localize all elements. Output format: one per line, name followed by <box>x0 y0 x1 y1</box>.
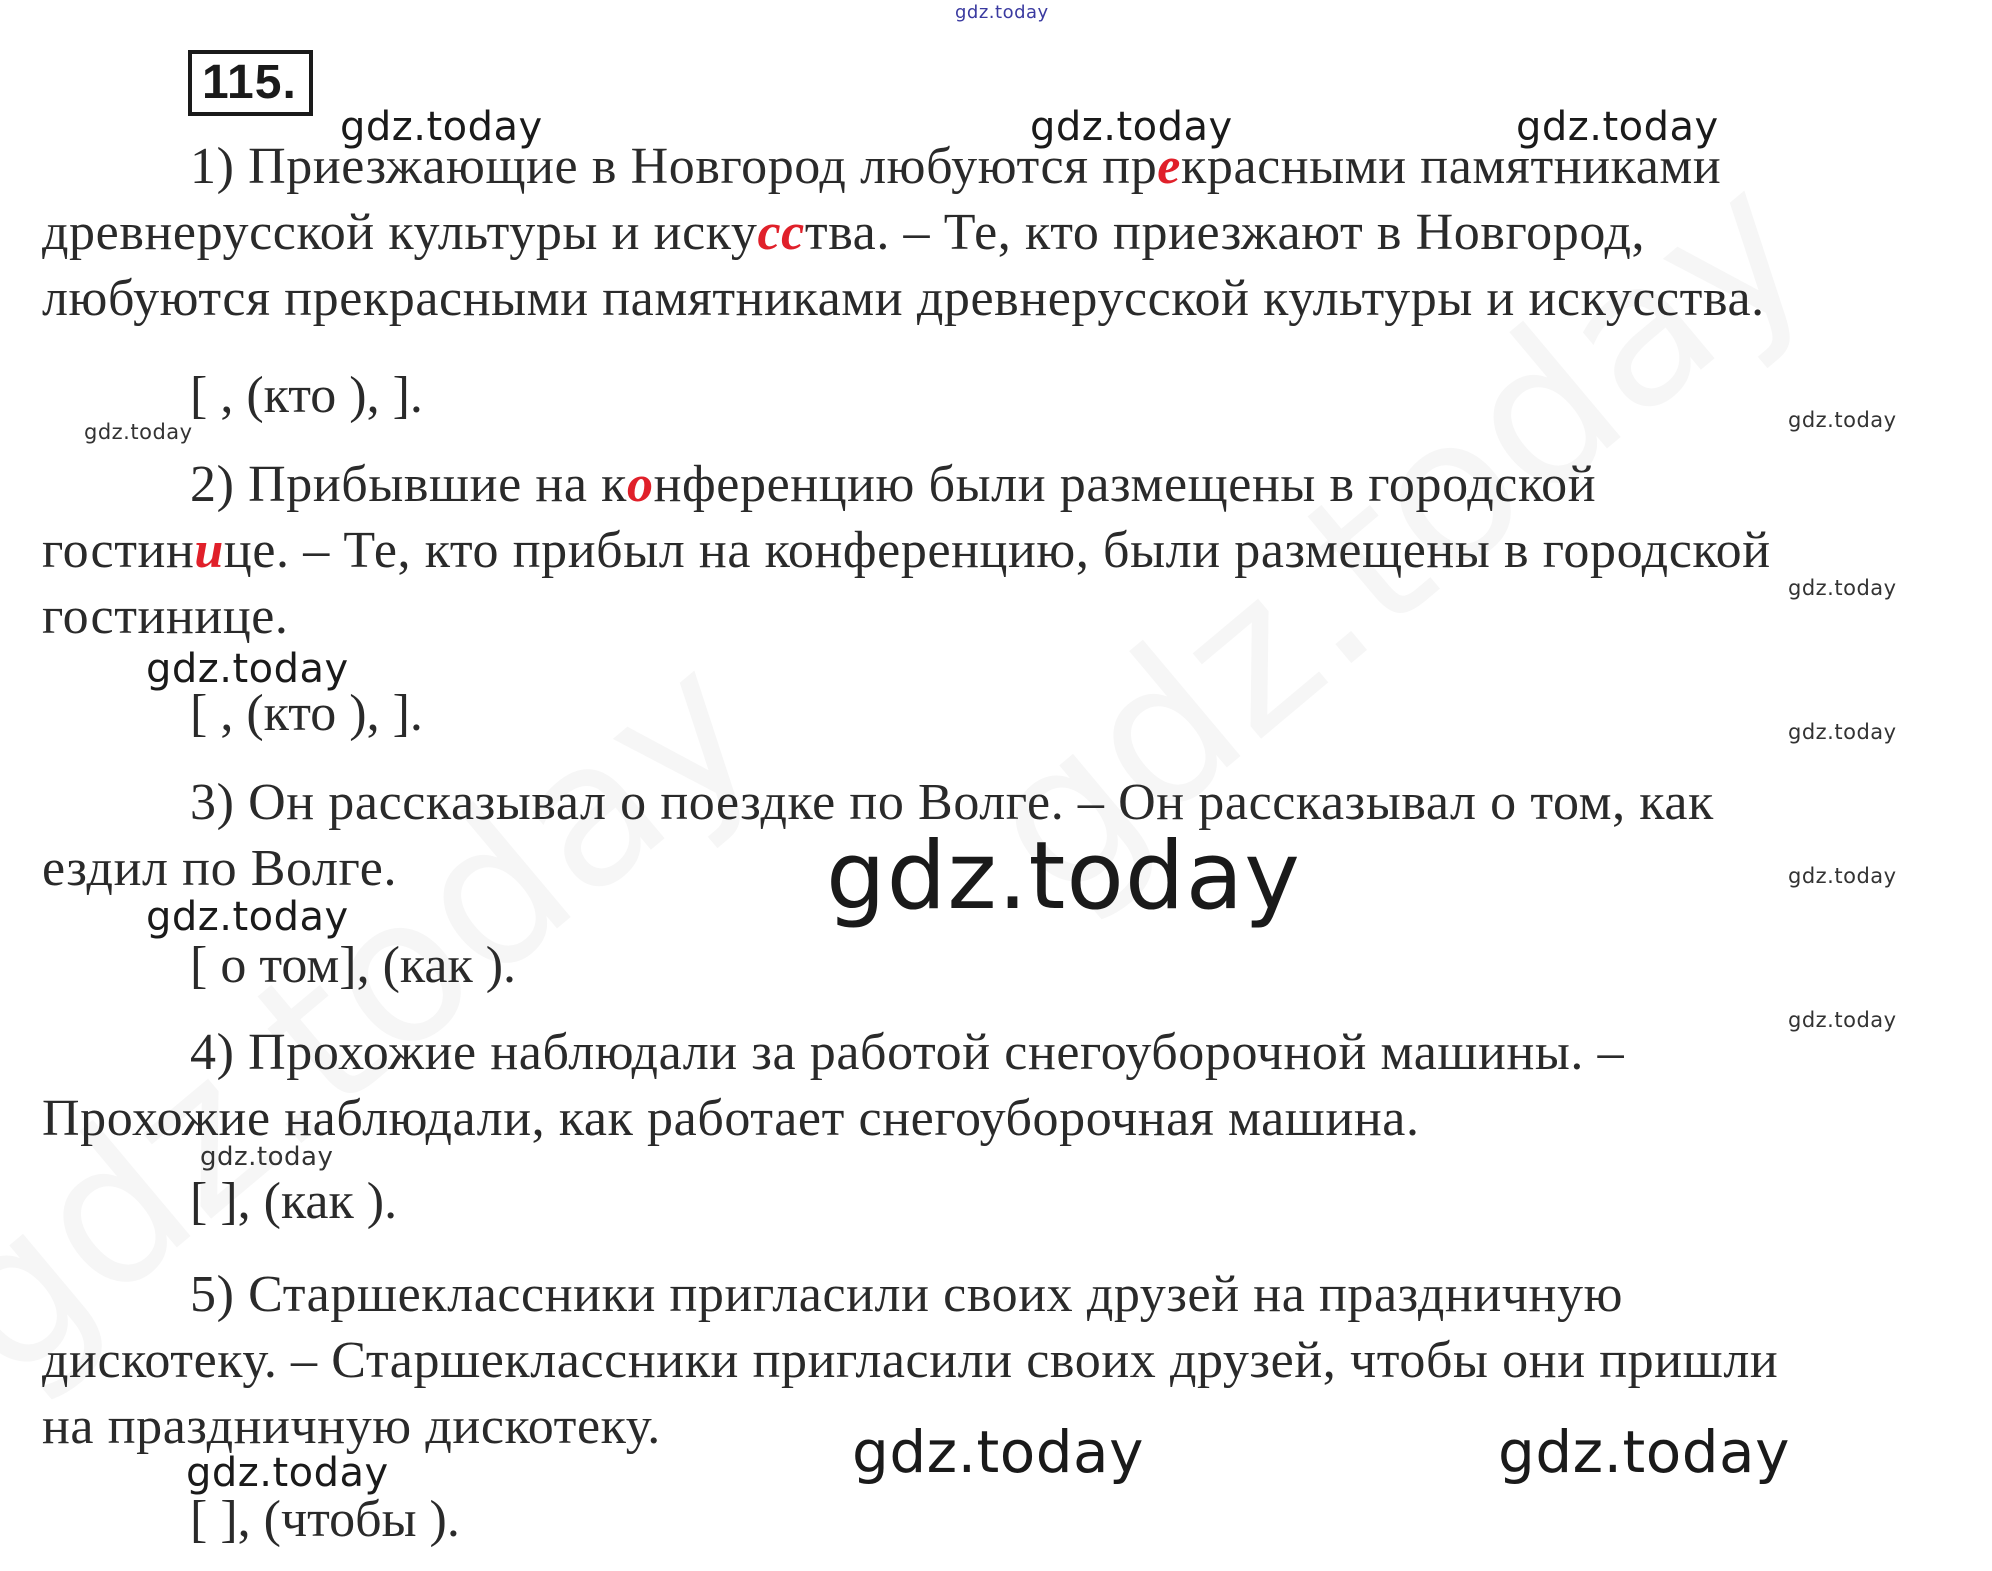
watermark: gdz.today <box>1788 576 1897 600</box>
text-line: дискотеку. – Старшеклассники пригласили своих друзей, чтобы они пришли <box>42 1332 1779 1389</box>
text-line: Прохожие наблюдали, как работает снегоуборочная машина. <box>42 1090 1420 1147</box>
watermark: gdz.today <box>1030 104 1233 150</box>
text-line: древнерусской культуры и искусства. – Те, кто приезжают в Новгород, <box>42 204 1646 261</box>
sentence-scheme-1: [ , (кто ), ]. <box>190 367 423 424</box>
sentence-scheme-5: [ ], (чтобы ). <box>190 1491 460 1548</box>
watermark: gdz.today <box>186 1450 389 1496</box>
watermark: gdz.today <box>1788 864 1897 888</box>
highlighted-letter: е <box>1157 138 1181 195</box>
watermark: gdz.today <box>1788 408 1897 432</box>
text-line: гостинице. <box>42 588 289 645</box>
watermark: gdz.today <box>146 894 349 940</box>
exercise-number: 115. <box>188 50 313 116</box>
sentence-item-2 <box>42 452 1952 650</box>
sentence-item-4 <box>42 1020 1952 1152</box>
highlighted-letter: сс <box>757 204 805 261</box>
sentence-item-1 <box>42 134 1952 332</box>
watermark: gdz.today <box>1788 720 1897 744</box>
watermark: gdz.today <box>1788 1008 1897 1032</box>
watermark: gdz.today <box>1516 104 1719 150</box>
watermark: gdz.today <box>1498 1418 1790 1486</box>
text-line: 1) Приезжающие в Новгород любуются прекрасными памятниками <box>190 138 1722 195</box>
sentence-scheme-3: [ о том], (как ). <box>190 937 517 994</box>
watermark: gdz.today <box>84 420 193 444</box>
watermark: gdz.today <box>200 1142 334 1172</box>
text-line: 5) Старшеклассники пригласили своих друзей на праздничную <box>190 1266 1624 1323</box>
text-line: любуются прекрасными памятниками древнерусской культуры и искусства. <box>42 270 1765 327</box>
text-line: 2) Прибывшие на конференцию были размещены в городской <box>190 456 1597 513</box>
watermark: gdz.today <box>146 646 349 692</box>
sentence-scheme-4: [ ], (как ). <box>190 1173 398 1230</box>
text-line: ездил по Волге. <box>42 840 398 897</box>
text-line: 3) Он рассказывал о поездке по Волге. – Он рассказывал о том, как <box>190 774 1714 831</box>
highlighted-letter: о <box>626 456 654 513</box>
watermark: gdz.today <box>340 104 543 150</box>
sentence-scheme-2: [ , (кто ), ]. <box>190 685 423 742</box>
text-line: на праздничную дискотеку. <box>42 1398 661 1455</box>
highlighted-letter: и <box>194 522 224 579</box>
text-line: гостинице. – Те, кто прибыл на конференцию, были размещены в городской <box>42 522 1771 579</box>
text-line: 4) Прохожие наблюдали за работой снегоуборочной машины. – <box>190 1024 1625 1081</box>
watermark: gdz.today <box>955 2 1049 23</box>
watermark: gdz.today <box>826 822 1301 931</box>
watermark: gdz.today <box>852 1418 1144 1486</box>
